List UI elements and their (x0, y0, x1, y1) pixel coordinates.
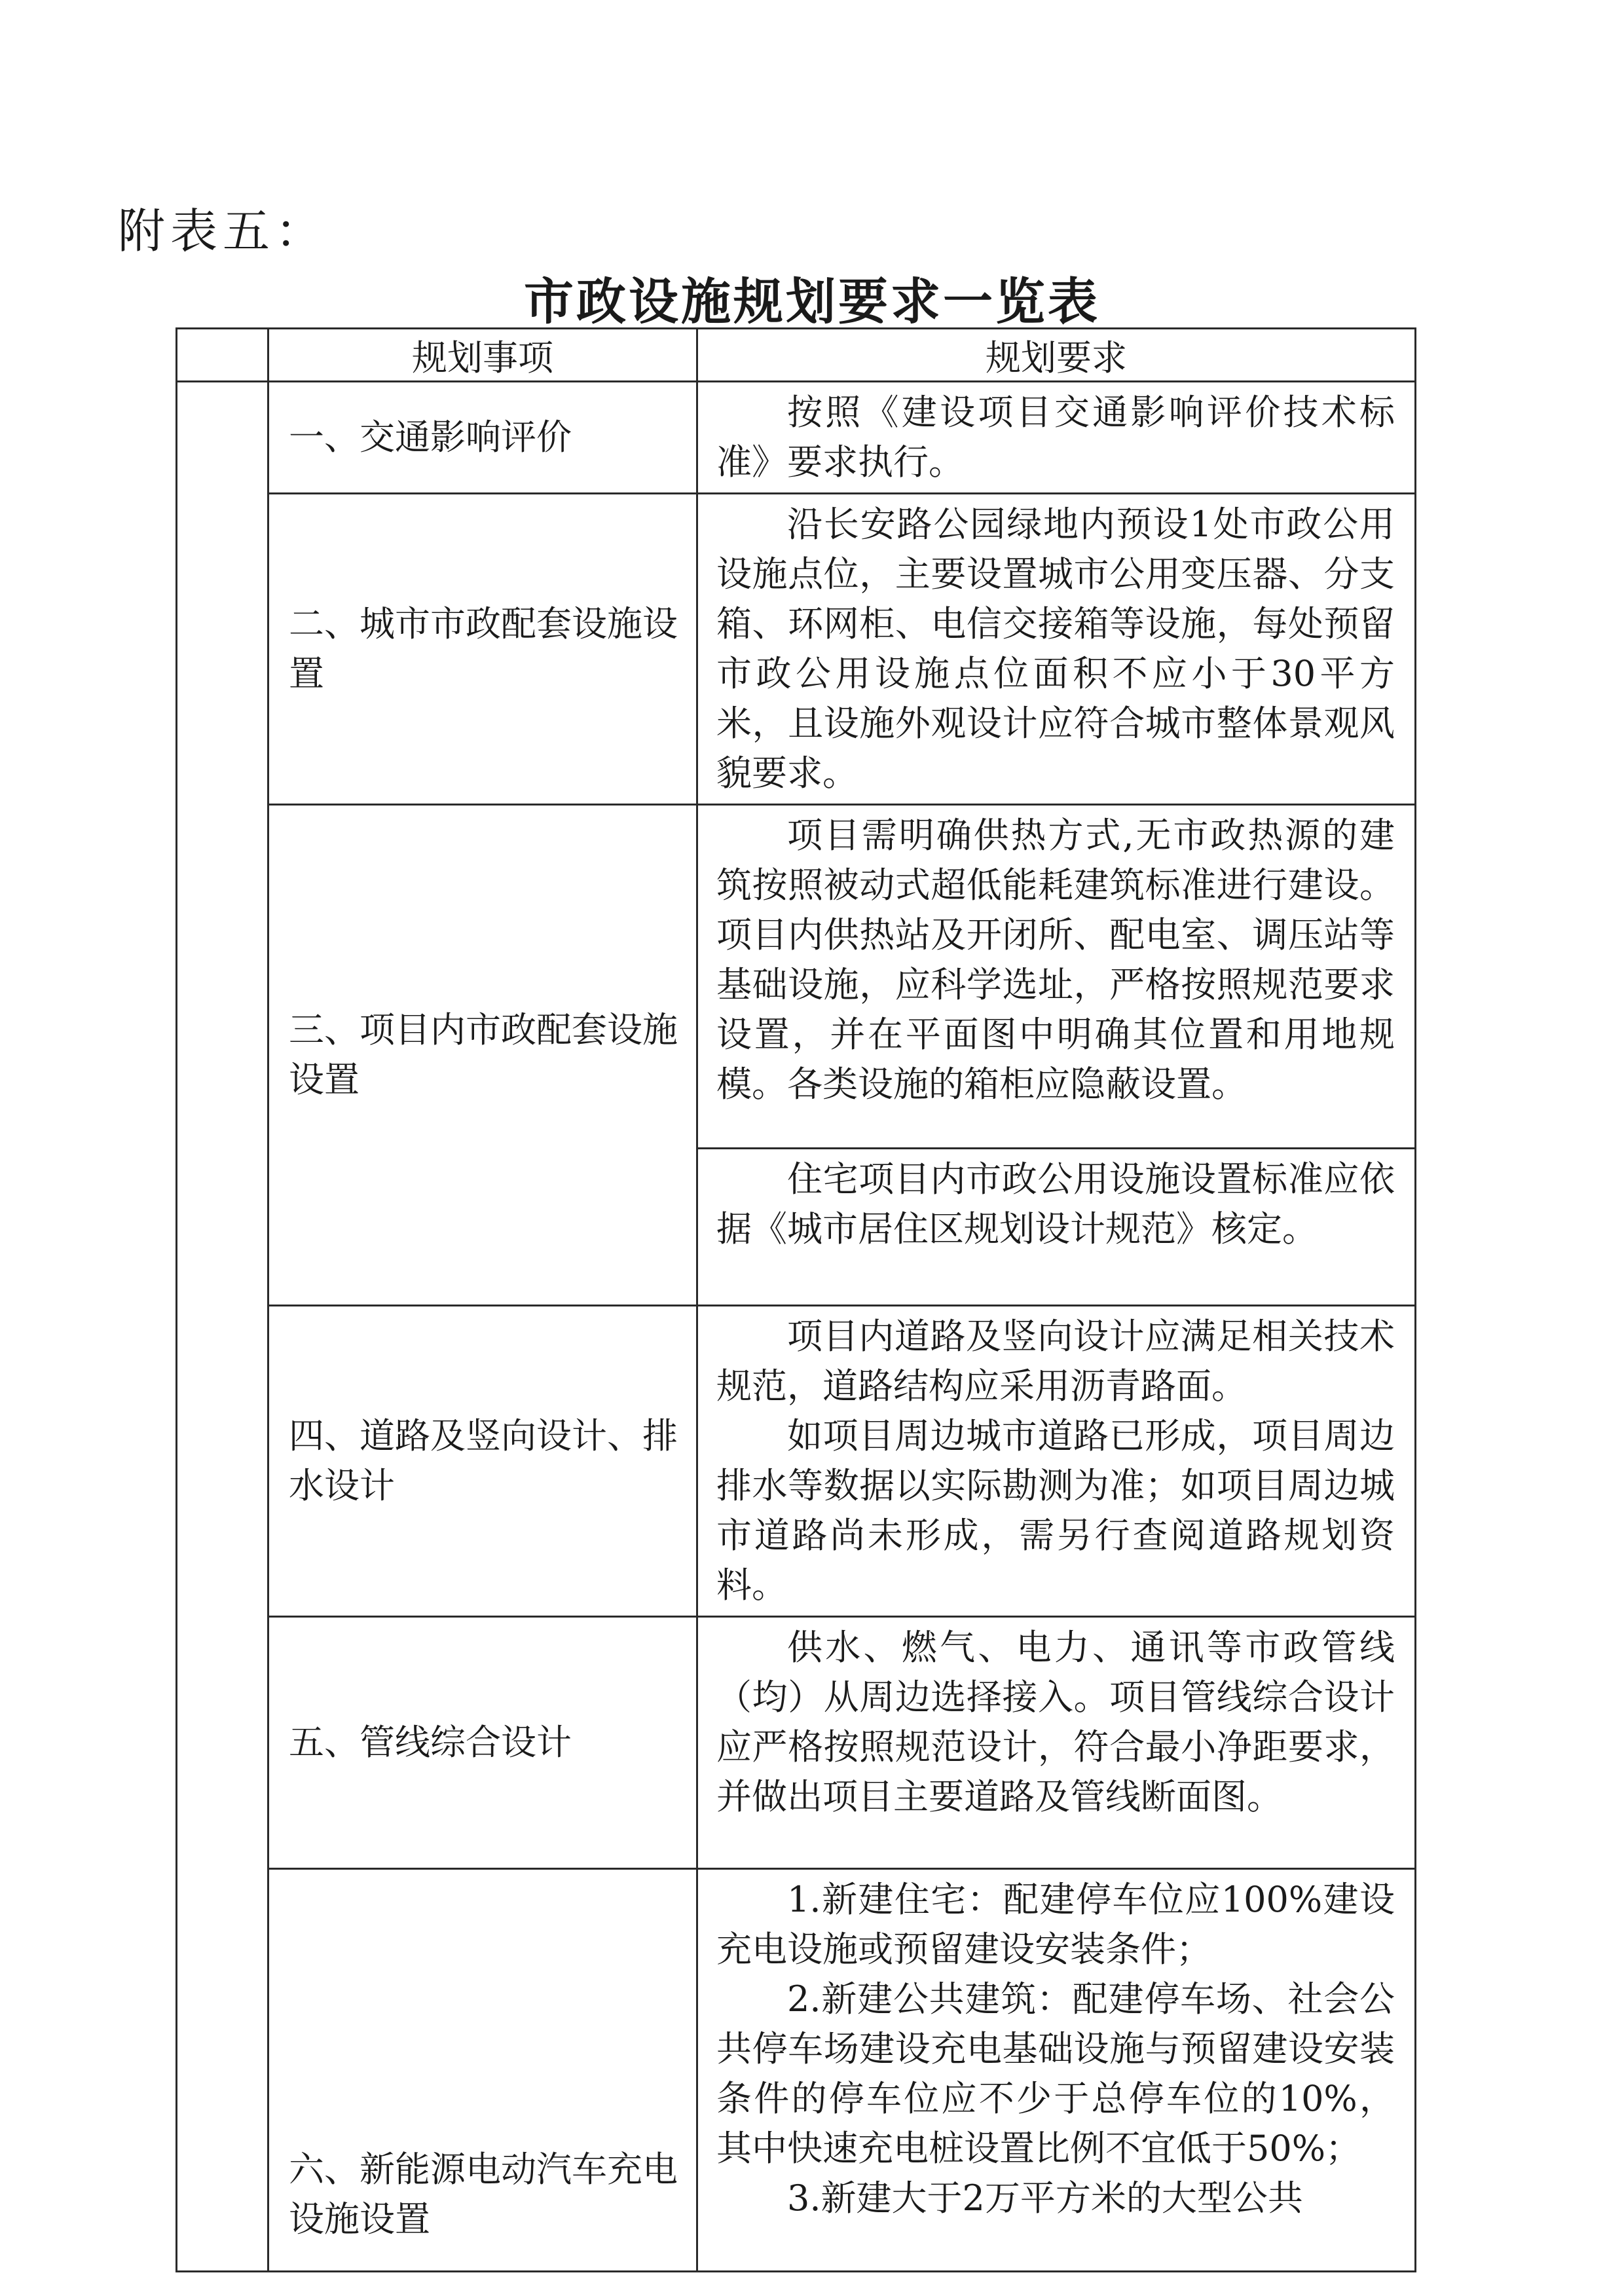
table-row (177, 494, 1416, 805)
requirement-paragraph: 1.新建住宅：配建停车位应100%建设充电设施或预留建设安装条件； (716, 1879, 1395, 1970)
requirement-paragraph: 如项目周边城市道路已形成，项目周边排水等数据以实际勘测为准；如项目周边城市道路尚未形成，需另行查阅道路规划资料。 (716, 1415, 1395, 1606)
row-item: 一、交通影响评价 (268, 382, 697, 494)
row-item: 五、管线综合设计 (268, 1617, 697, 1869)
requirement-paragraph: 按照《建设项目交通影响评价技术标准》要求执行。 (716, 392, 1395, 483)
row-requirement (697, 494, 1416, 805)
attachment-label: 附表五： (118, 204, 328, 259)
row-requirement (697, 1617, 1416, 1869)
table-row (177, 1306, 1416, 1617)
requirement-paragraph: 2.新建公共建筑：配建停车场、社会公共停车场建设充电基础设施与预留建设安装条件的停车位应不少于总停车位的10%，其中快速充电桩设置比例不宜低于50%； (716, 1978, 1395, 2169)
row-item: 四、道路及竖向设计、排水设计 (268, 1306, 697, 1617)
requirement-paragraph: 3.新建大于2万平方米的大型公共 (787, 2177, 1303, 2219)
row-item: 三、项目内市政配套设施设置 (268, 805, 697, 1306)
requirement-paragraph: 供水、燃气、电力、通讯等市政管线（均）从周边选择接入。项目管线综合设计应严格按照规范设计，符合最小净距要求，并做出项目主要道路及管线断面图。 (716, 1627, 1395, 1817)
table-row (177, 805, 1416, 1149)
header-blank-cell (177, 329, 268, 382)
row-item: 二、城市市政配套设施设置 (268, 494, 697, 805)
requirement-paragraph: 沿长安路公园绿地内预设1处市政公用设施点位，主要设置城市公用变压器、分支箱、环网柜、电信交接箱等设施，每处预留市政公用设施点位面积不应小于30平方米，且设施外观设计应符合城市整体景观风貌要求。 (716, 504, 1395, 794)
header-requirement: 规划要求 (697, 329, 1416, 382)
requirement-paragraph: 项目需明确供热方式,无市政热源的建筑按照被动式超低能耗建筑标准进行建设。项目内供热站及开闭所、配电室、调压站等基础设施，应科学选址，严格按照规范要求设置，并在平面图中明确其位置和用地规模。各类设施的箱柜应隐蔽设置。 (716, 815, 1395, 1105)
row-requirement (697, 1149, 1416, 1306)
table-title: 市政设施规划要求一览表 (524, 272, 1100, 331)
row-item: 六、新能源电动汽车充电设施设置 (268, 1869, 697, 2272)
header-item: 规划事项 (268, 329, 697, 382)
table-row (177, 1617, 1416, 1869)
row-requirement (697, 1306, 1416, 1617)
requirement-paragraph: 项目内道路及竖向设计应满足相关技术规范，道路结构应采用沥青路面。 (716, 1316, 1395, 1407)
row-requirement (697, 1869, 1416, 2272)
row-requirement (697, 805, 1416, 1149)
row-requirement (697, 382, 1416, 494)
requirements-table (175, 327, 1416, 2272)
table-row (177, 1869, 1416, 2272)
requirement-paragraph: 住宅项目内市政公用设施设置标准应依据《城市居住区规划设计规范》核定。 (716, 1158, 1395, 1250)
table-header-row (177, 329, 1416, 382)
table-row (177, 382, 1416, 494)
left-blank-cell (177, 382, 268, 2272)
